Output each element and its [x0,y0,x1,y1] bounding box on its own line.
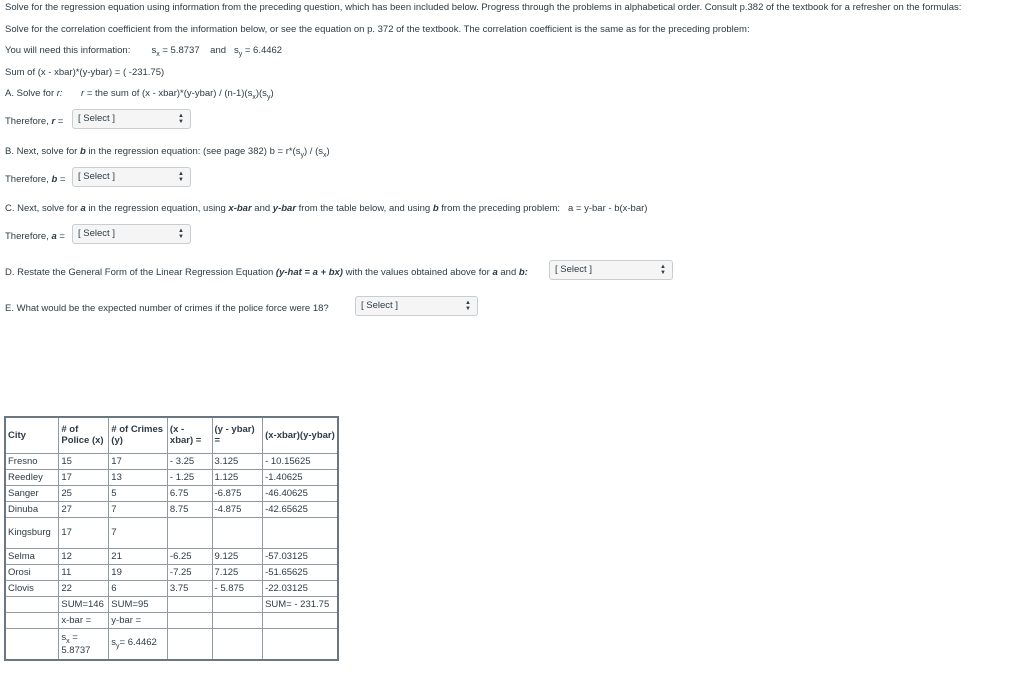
part-b-therefore: Therefore, b = [5,174,66,185]
table-row [5,580,338,596]
cell: 7.125 [212,564,263,580]
part-a-prompt: A. Solve for r: r = the sum of (x - xbar)*(y-ybar) / $(n-1)(s_x)(s_y)$ [5,88,274,101]
cell: 17 [59,469,109,485]
cell: SUM= - 231.75 [263,596,338,612]
cell: Dinuba [5,501,59,517]
sum-row [5,596,338,612]
part-d-select[interactable]: [ Select ] ▲ ▼ [549,260,673,280]
cell: Kingsburg [5,517,59,548]
header-crimes: # of Crimes (y) [109,417,168,453]
part-c-therefore: Therefore, a = [5,231,65,242]
cell [5,596,59,612]
cell: -46.40625 [263,485,338,501]
cell: 13 [109,469,168,485]
cell: 22 [59,580,109,596]
cell: -6.25 [167,548,212,564]
cell: Fresno [5,453,59,469]
cell: Selma [5,548,59,564]
cell: 3.75 [167,580,212,596]
cell [212,628,263,660]
sy-cell: $s_y= 6.4462$ [109,628,168,660]
header-y-dev: (y - ybar) = [212,417,263,453]
cell: 11 [59,564,109,580]
part-a-therefore: Therefore, r = [5,116,64,127]
cell [5,628,59,660]
cell: 15 [59,453,109,469]
cell: -22.03125 [263,580,338,596]
part-e-select[interactable]: [ Select ] ▲ ▼ [355,296,478,316]
cell: -6.875 [212,485,263,501]
cell: -57.03125 [263,548,338,564]
cell: 6 [109,580,168,596]
cell: 7 [109,501,168,517]
table-row [5,453,338,469]
cell [263,517,338,548]
table-header-row [5,417,338,453]
cell: - 3.25 [167,453,212,469]
cell: 21 [109,548,168,564]
cell: 3.125 [212,453,263,469]
cell: 1.125 [212,469,263,485]
table-row [5,485,338,501]
cell: y-bar = [109,612,168,628]
part-e-prompt: E. What would be the expected number of crimes if the police force were 18? [5,303,329,314]
cell [212,517,263,548]
cell: 5 [109,485,168,501]
part-b-prompt: B. Next, solve for b in the regression equation: (see page 382) $b = r*(s_y) / (s_x)$ [5,146,330,159]
cell [263,612,338,628]
table-row [5,517,338,548]
cell: Orosi [5,564,59,580]
sd-row [5,628,338,660]
sum-line: Sum of (x - xbar)*(y-ybar) = ( -231.75) [5,67,165,78]
table-row [5,548,338,564]
cell: x-bar = [59,612,109,628]
cell [167,596,212,612]
cell: - 5.875 [212,580,263,596]
part-b-select[interactable]: [ Select ] ▲ ▼ [72,167,191,187]
table-row [5,564,338,580]
cell: Sanger [5,485,59,501]
and-label: and [210,45,227,56]
cell [263,628,338,660]
cell: 8.75 [167,501,212,517]
cell: - 1.25 [167,469,212,485]
instruction-line-2: Solve for the correlation coefficient from the information below, or see the equation on p. 372 of the textbook. The correlation coefficient is the same as for the preceding problem: [5,24,750,35]
cell: 25 [59,485,109,501]
cell: 27 [59,501,109,517]
cell: Reedley [5,469,59,485]
cell [5,612,59,628]
sy-value: $s_y = 6.4462$ [233,45,283,58]
cell: SUM=95 [109,596,168,612]
part-c-prompt: C. Next, solve for a in the regression equation, using x-bar and y-bar from the table below, and using b from the preceding problem: a = y-bar - b(x-bar) [5,203,648,214]
part-a-select[interactable]: [ Select ] ▲ ▼ [72,109,191,129]
cell: 7 [109,517,168,548]
info-line [5,45,282,58]
cell: SUM=146 [59,596,109,612]
table-row [5,501,338,517]
cell [167,612,212,628]
cell [212,612,263,628]
cell: 17 [109,453,168,469]
cell: 6.75 [167,485,212,501]
cell: -1.40625 [263,469,338,485]
header-police: # of Police (x) [59,417,109,453]
cell [167,517,212,548]
sx-cell: $s_x$ = 5.8737 [59,628,109,660]
crime-data-table [4,416,339,661]
cell: -7.25 [167,564,212,580]
header-x-dev: (x - xbar) = [167,417,212,453]
cell: - 10.15625 [263,453,338,469]
cell: Clovis [5,580,59,596]
cell [167,628,212,660]
part-c-select[interactable]: [ Select ] ▲ ▼ [72,224,191,244]
header-product: (x-xbar)(y-ybar) [263,417,338,453]
info-label: You will need this information: [5,45,131,56]
cell: 12 [59,548,109,564]
instruction-line-1: Solve for the regression equation using information from the preceding question, which has been included below. Progress through the problems in alphabetical order. Consult p.382 of the textbook for a refresher on the formulas: [5,2,962,13]
mean-row [5,612,338,628]
header-city: City [5,417,59,453]
cell: -42.65625 [263,501,338,517]
table-row [5,469,338,485]
part-d-prompt: D. Restate the General Form of the Linear Regression Equation (y-hat = a + bx) with the values obtained above for a and b: [5,267,528,278]
cell [212,596,263,612]
cell: -4.875 [212,501,263,517]
cell: 17 [59,517,109,548]
cell: 9.125 [212,548,263,564]
cell: 19 [109,564,168,580]
cell: -51.65625 [263,564,338,580]
sx-value: $s_x = 5.8737$ [151,45,200,58]
